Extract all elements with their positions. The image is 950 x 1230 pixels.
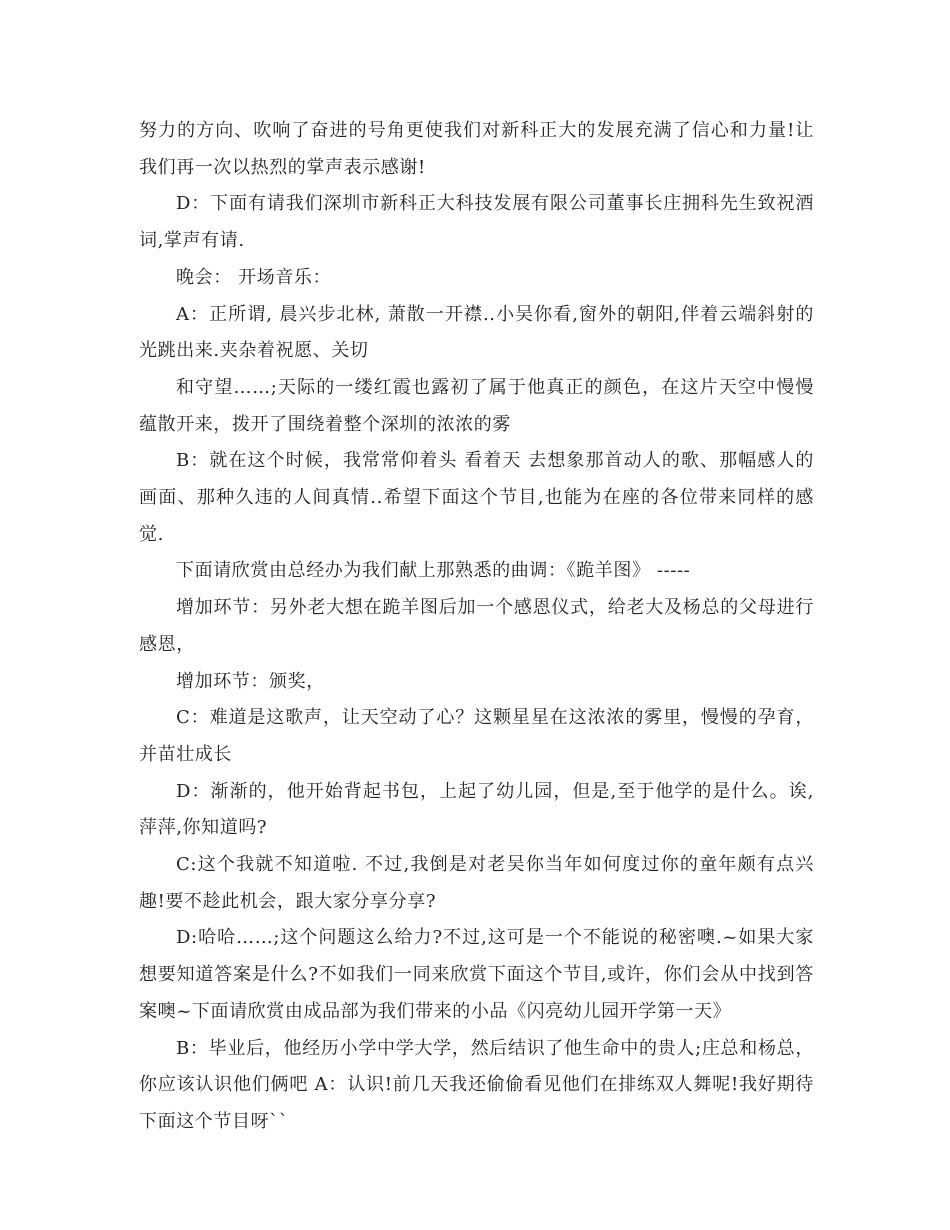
- paragraph-13: D:哈哈……;这个问题这么给力?不过,这可是一个不能说的秘密噢.~如果大家想要知道答案是什么?不如我们一同来欣赏下面这个节目,或许，你们会从中找到答案噢~下面请欣赏由成品部为我们带来的小品《闪亮幼儿园开学第一天》: [139, 927, 814, 1022]
- paragraph-8: 增加环节：另外老大想在跪羊图后加一个感恩仪式，给老大及杨总的父母进行感恩，: [139, 597, 814, 655]
- paragraph-12: C:这个我就不知道啦. 不过,我倒是对老吴你当年如何度过你的童年颇有点兴趣!要不趁此机会，跟大家分享分享?: [139, 854, 814, 912]
- paragraph-9: 增加环节：颁奖，: [176, 670, 325, 692]
- paragraph-11: D：渐渐的，他开始背起书包，上起了幼儿园，但是,至于他学的是什么。诶,萍萍,你知道吗?: [139, 780, 814, 839]
- paragraph-7: 下面请欣赏由总经办为我们献上那熟悉的曲调：《跪羊图》 -----: [176, 560, 691, 582]
- paragraph-3: 晚会： 开场音乐：: [176, 266, 332, 288]
- paragraph-4: A：正所谓, 晨兴步北林, 萧散一开襟..小吴你看,窗外的朝阳,伴着云端斜射的光跳出来.夹杂着祝愿、关切: [139, 303, 814, 362]
- paragraph-14: B：毕业后，他经历小学中学大学，然后结识了他生命中的贵人;庄总和杨总，你应该认识他们俩吧 A：认识!前几天我还偷偷看见他们在排练双人舞呢!我好期待下面这个节目呀``: [139, 1037, 814, 1132]
- document-body: [139, 113, 814, 1141]
- paragraph-10: C：难道是这歌声，让天空动了心？这颗星星在这浓浓的雾里，慢慢的孕育，并苗壮成长: [139, 707, 814, 765]
- paragraph-1: 努力的方向、吹响了奋进的号角更使我们对新科正大的发展充满了信心和力量!让我们再一次以热烈的掌声表示感谢!: [139, 120, 814, 178]
- paragraph-2: D：下面有请我们深圳市新科正大科技发展有限公司董事长庄拥科先生致祝酒词,掌声有请.: [139, 193, 814, 252]
- paragraph-6: B：就在这个时候，我常常仰着头 看着天 去想象那首动人的歌、那幅感人的画面、那种久违的人间真情..希望下面这个节目,也能为在座的各位带来同样的感觉.: [139, 450, 814, 545]
- paragraph-5: 和守望……;天际的一缕红霞也露初了属于他真正的颜色，在这片天空中慢慢蕴散开来，拨开了围绕着整个深圳的浓浓的雾: [139, 376, 814, 435]
